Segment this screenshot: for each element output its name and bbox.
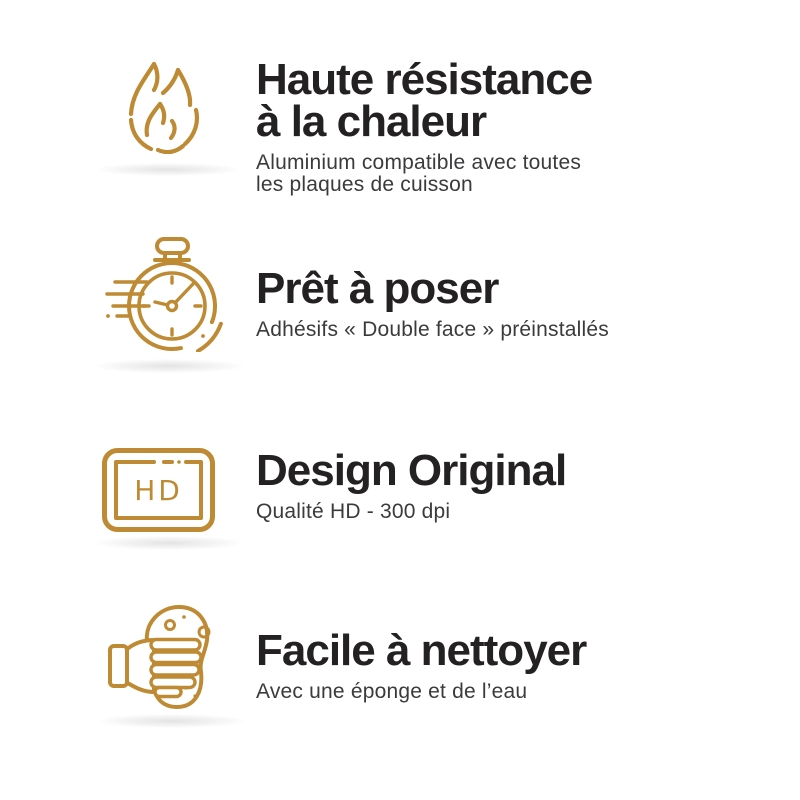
feature-text-ready: [256, 264, 736, 341]
feature-text-design: [256, 446, 736, 523]
speed-stopwatch-icon: [103, 236, 228, 352]
feature-subtitle: [256, 681, 736, 703]
subtitle-line: Avec une éponge et de l’eau: [256, 680, 528, 703]
subtitle-line: Adhésifs « Double face » préinstallés: [256, 318, 609, 341]
icon-shadow: [94, 536, 244, 550]
title-line: Prêt à poser: [256, 264, 499, 313]
subtitle-line: Qualité HD - 300 dpi: [256, 500, 451, 523]
feature-text-clean: [256, 626, 736, 703]
hd-screen-icon: [102, 448, 215, 532]
feature-subtitle: [256, 501, 736, 523]
feature-subtitle: [256, 319, 736, 341]
sponge-hand-icon: [107, 604, 225, 710]
feature-text-heat: [256, 55, 736, 196]
feature-title: [256, 446, 736, 495]
title-line: Haute résistance: [256, 55, 593, 104]
icon-shadow: [96, 163, 240, 176]
subtitle-line: Aluminium compatible avec toutes: [256, 151, 582, 174]
subtitle-line: les plaques de cuisson: [256, 173, 473, 196]
flame-icon: [120, 58, 216, 154]
feature-title: [256, 626, 736, 675]
feature-subtitle: [256, 152, 736, 196]
hd-icon-label: HD: [134, 474, 183, 507]
feature-title: [256, 264, 736, 313]
feature-title: [256, 55, 736, 146]
title-line: à la chaleur: [256, 97, 487, 146]
icon-shadow: [94, 359, 244, 373]
title-line: Facile à nettoyer: [256, 626, 587, 675]
title-line: Design Original: [256, 446, 567, 495]
icon-shadow: [96, 714, 246, 728]
